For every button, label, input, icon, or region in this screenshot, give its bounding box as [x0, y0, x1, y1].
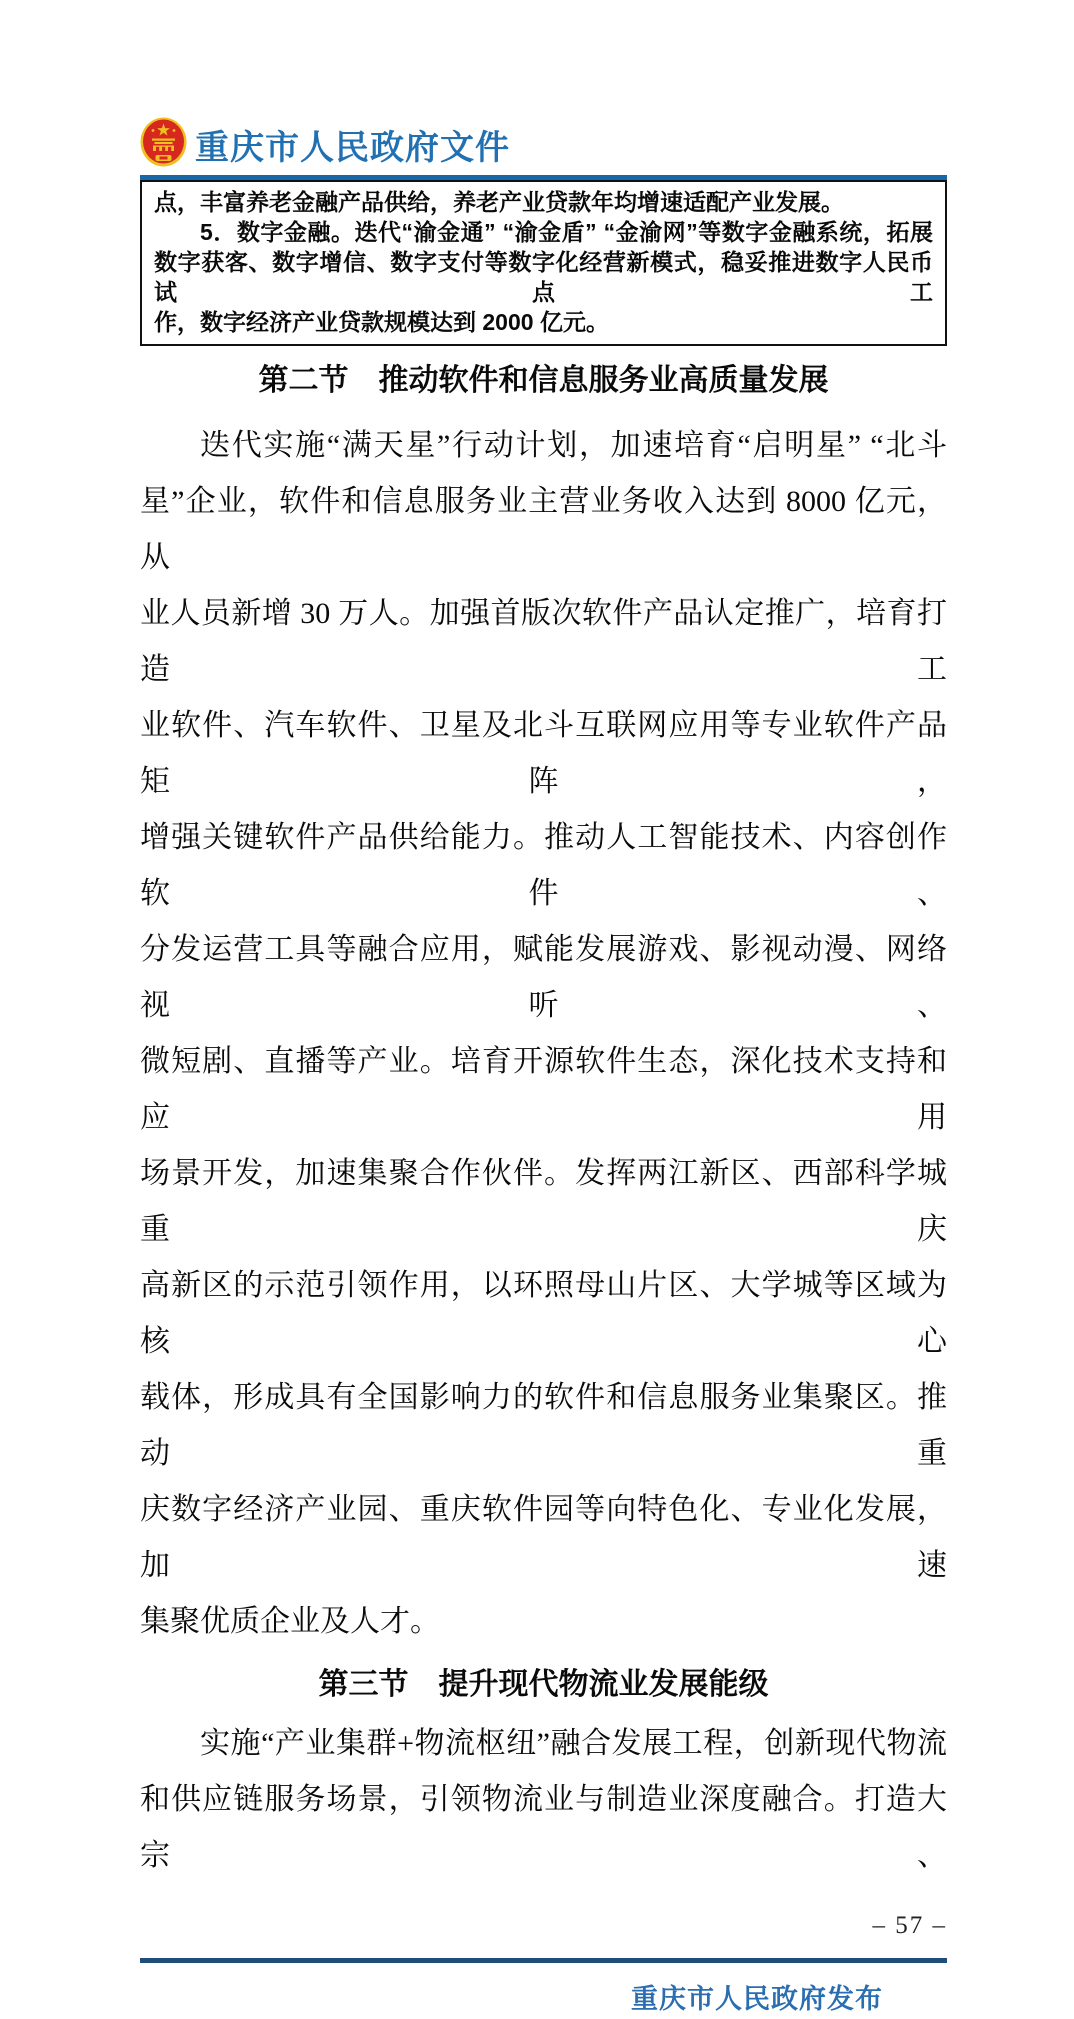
notice-line: 作，数字经济产业贷款规模达到 2000 亿元。	[154, 309, 609, 335]
page-number: – 57 –	[872, 1912, 947, 1939]
body-line: 实施“产业集群+物流枢纽”融合发展工程，创新现代物流	[200, 1727, 947, 1760]
notice-line: 点，丰富养老金融产品供给，养老产业贷款年均增速适配产业发展。	[154, 189, 844, 215]
body-line: 增强关键软件产品供给能力。推动人工智能技术、内容创作软件、	[140, 821, 947, 910]
notice-box	[140, 180, 947, 346]
body-line: 微短剧、直播等产业。培育开源软件生态，深化技术支持和应用	[140, 1045, 947, 1134]
body-line: 场景开发，加速集聚合作伙伴。发挥两江新区、西部科学城重庆	[140, 1157, 947, 1246]
notice-line: 数字获客、数字增信、数字支付等数字化经营新模式，稳妥推进数字人民币试点工	[154, 249, 933, 305]
section-2-paragraph	[140, 418, 947, 1650]
body-line: 和供应链服务场景，引领物流业与制造业深度融合。打造大宗、	[140, 1783, 947, 1872]
document-title: 重庆市人民政府文件	[195, 129, 510, 167]
body-line: 业人员新增 30 万人。加强首版次软件产品认定推广，培育打造工	[140, 597, 947, 686]
footer-rule	[140, 1958, 947, 1963]
body-line: 载体，形成具有全国影响力的软件和信息服务业集聚区。推动重	[140, 1381, 947, 1470]
national-emblem-icon	[140, 117, 187, 172]
section-heading-2: 第二节 推动软件和信息服务业高质量发展	[258, 364, 829, 397]
body-line: 庆数字经济产业园、重庆软件园等向特色化、专业化发展，加速	[140, 1493, 947, 1582]
body-line: 集聚优质企业及人才。	[140, 1605, 440, 1638]
body-line: 高新区的示范引领作用，以环照母山片区、大学城等区域为核心	[140, 1269, 947, 1358]
section-3-paragraph	[140, 1716, 947, 1884]
body-line: 分发运营工具等融合应用，赋能发展游戏、影视动漫、网络视听、	[140, 933, 947, 1022]
body-line: 星”企业，软件和信息服务业主营业务收入达到 8000 亿元，从	[140, 485, 947, 574]
page	[140, 0, 947, 2019]
notice-line: 5．数字金融。迭代“渝金通” “渝金盾” “金渝网”等数字金融系统，拓展	[200, 219, 933, 245]
publisher-label: 重庆市人民政府发布	[631, 1984, 883, 2014]
body-line: 迭代实施“满天星”行动计划，加速培育“启明星” “北斗	[200, 429, 947, 462]
section-heading-3: 第三节 提升现代物流业发展能级	[318, 1668, 769, 1701]
document-header	[140, 0, 947, 170]
body-line: 业软件、汽车软件、卫星及北斗互联网应用等专业软件产品矩阵，	[140, 709, 947, 798]
